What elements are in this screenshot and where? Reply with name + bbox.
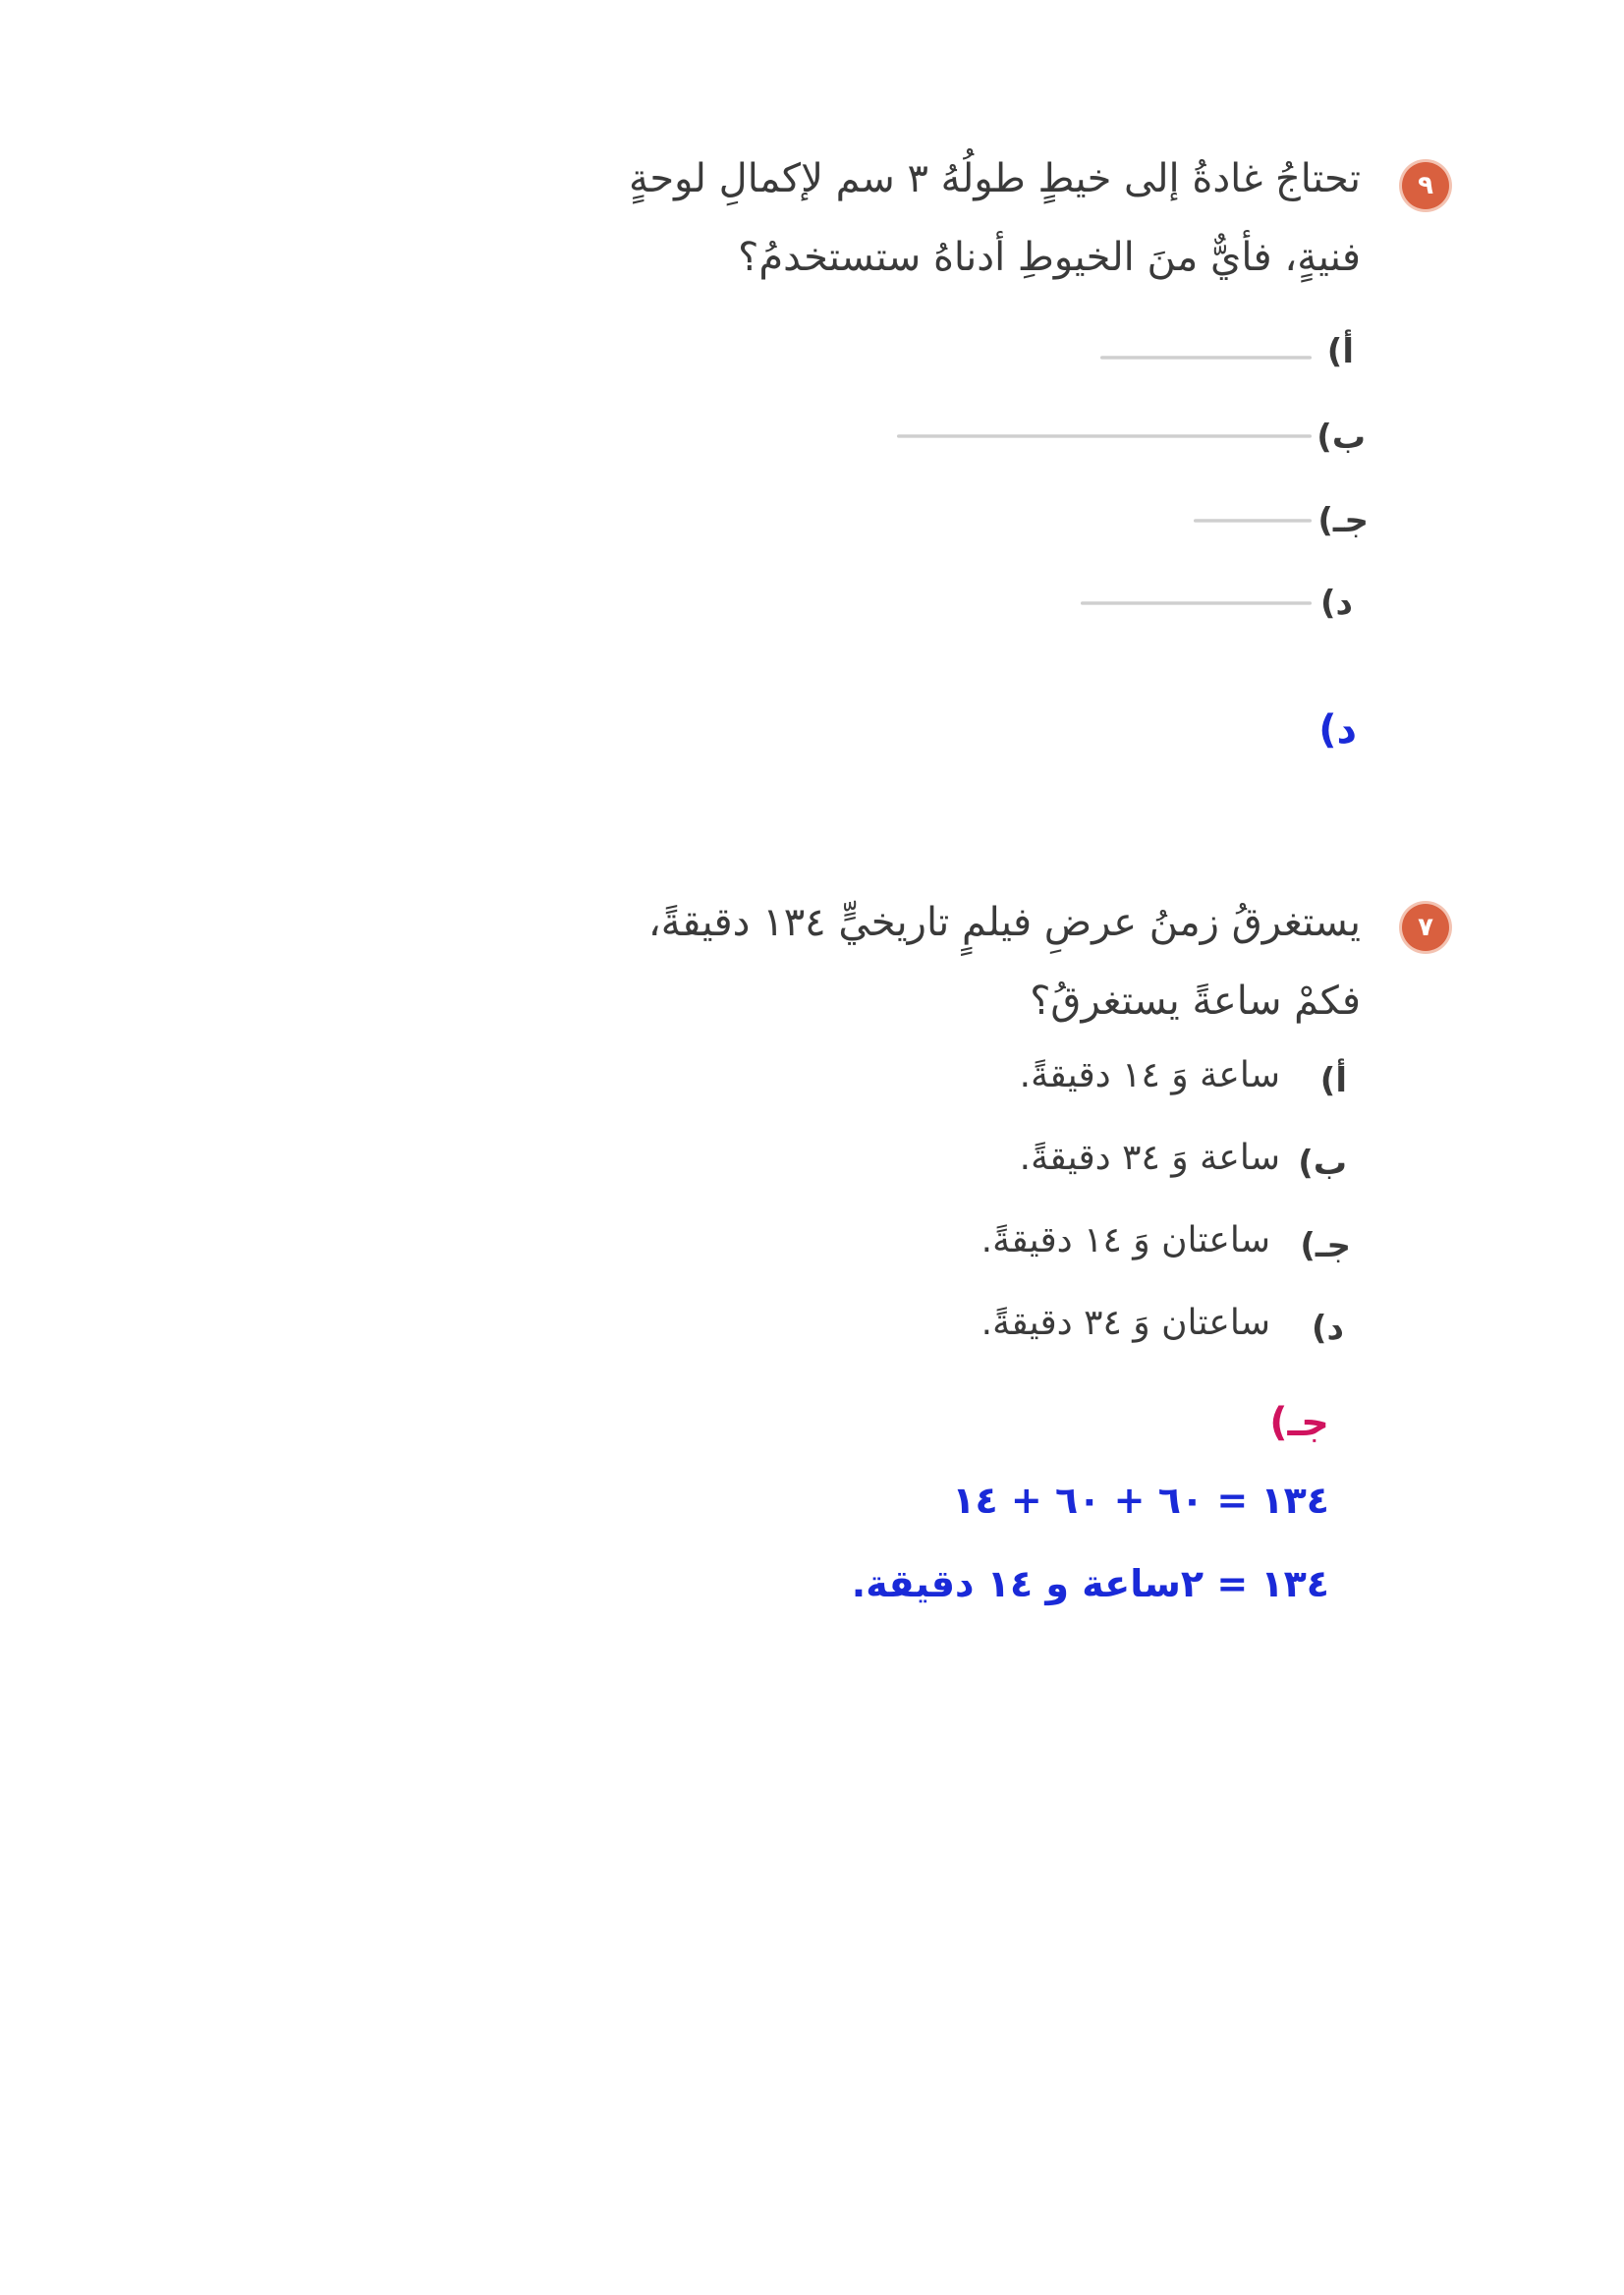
answer-q2: جـ) [1269, 1400, 1329, 1445]
option-b-label: ب) [1298, 1144, 1347, 1183]
working-line-1: ١٣٤ = ٦٠ + ٦٠ + ١٤ [952, 1479, 1329, 1522]
option-c-label: جـ) [1300, 1226, 1351, 1265]
option-c-label: جـ) [1317, 501, 1369, 540]
question-text-line-2: فكمْ ساعةً يستغرقُ؟ [1030, 979, 1361, 1024]
option-a-text: ساعة وَ ١٤ دقيقةً. [1019, 1055, 1280, 1095]
question-number-badge: ٩ [1402, 162, 1449, 209]
option-a-label: أ) [1326, 332, 1354, 371]
thread-option-d [1081, 601, 1312, 605]
option-c-text: ساعتان وَ ١٤ دقيقةً. [980, 1220, 1270, 1260]
option-d-text: ساعتان وَ ٣٤ دقيقةً. [980, 1303, 1270, 1343]
thread-option-b [897, 434, 1312, 438]
option-b-label: ب) [1316, 418, 1366, 457]
question-number-badge: ٧ [1402, 904, 1449, 951]
option-b-text: ساعة وَ ٣٤ دقيقةً. [1019, 1138, 1280, 1178]
option-a-label: أ) [1319, 1061, 1347, 1100]
question-text-line-1: يستغرقُ زمنُ عرضِ فيلمٍ تاريخيٍّ ١٣٤ دقيقةً، [647, 900, 1361, 945]
working-line-2: ١٣٤ = ٢ساعة و ١٤ دقيقة. [851, 1562, 1329, 1605]
thread-option-c [1194, 519, 1312, 523]
option-d-label: د) [1320, 584, 1353, 623]
question-text-line-2: فنيةٍ، فأيٌّ منَ الخيوطِ أدناهُ ستستخدمُ؟ [738, 235, 1361, 280]
question-text-line-1: تحتاجُ غادةُ إلى خيطٍ طولُهُ ٣ سم لإكمالِ لوحةٍ [628, 156, 1361, 201]
option-d-label: د) [1312, 1309, 1344, 1348]
thread-option-a [1100, 356, 1312, 360]
answer-q1: د) [1318, 707, 1357, 753]
